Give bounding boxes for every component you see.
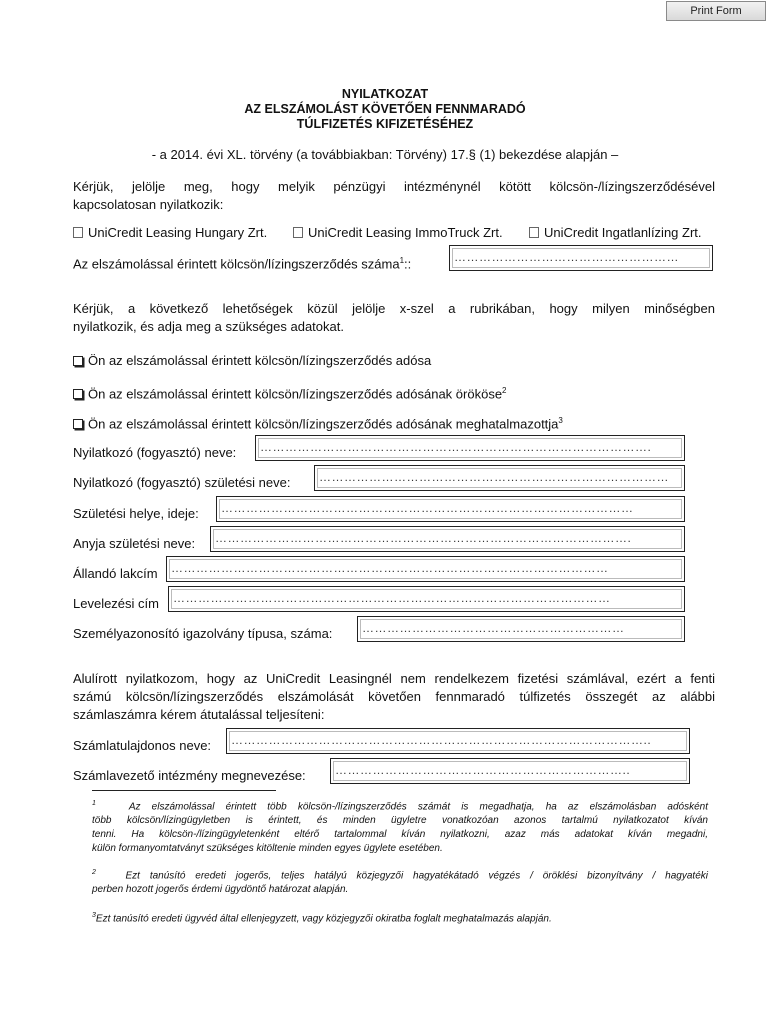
id-card-label: Személyazonosító igazolvány típusa, száma:	[73, 626, 333, 641]
footnote-divider	[92, 790, 276, 791]
checkbox-icon	[529, 227, 539, 238]
id-card-field[interactable]: ………………………………………………………	[357, 616, 685, 642]
instruction-line2: nyilatkozik, és adja meg a szükséges adatokat.	[73, 319, 344, 334]
role-option-proxy[interactable]	[73, 412, 563, 433]
birth-name-field[interactable]: …………………………………………………………………………	[314, 465, 685, 491]
account-owner-label: Számlatulajdonos neve:	[73, 738, 212, 753]
checkbox-icon	[73, 227, 83, 238]
footnote-1: $^1$ Az elszámolással érintett több kölcsön-/lízingszerződés számát is megadhatja, ha az elszámolásban adósként több kölcsön/lízingügyletben is érintett, és minden ügyletre vonatkozóan azonos tartalmú nyilatkozatot kíván tenni. Ha kölcsön-/lízingügyletenként eltérő tartalommal kíván nyilatkozni, azaz más adatokat kíván megadni, külön formanyomtatványt szükséges kitöltenie minden egyes ügylete esetében.	[92, 800, 708, 855]
role-label: Ön az elszámolással érintett kölcsön/lízingszerződés adósának meghatalmazottja	[88, 416, 559, 432]
footnote-ref: 2	[502, 386, 507, 395]
statement-line1: Alulírott nyilatkozom, hogy az UniCredit Leasingnél nem rendelkezem fizetési számlával, ezért a fenti	[73, 671, 715, 686]
birthplace-field[interactable]: ………………………………………………………………………………………	[216, 496, 685, 522]
bank-name-field[interactable]: ……………………………………………………………..	[330, 758, 690, 784]
instruction-line1: Kérjük, a következő lehetőségek közül jelölje x-szel a rubrikában, hogy milyen minőségben	[73, 301, 715, 316]
mail-address-label: Levelezési cím	[73, 596, 159, 611]
role-option-debtor[interactable]	[73, 352, 431, 370]
checkbox-icon	[73, 389, 83, 399]
document-title-line1: NYILATKOZAT	[341, 87, 429, 101]
role-option-heir[interactable]	[73, 382, 507, 403]
account-owner-field[interactable]: ………………………………………………………………………………………..	[226, 728, 690, 754]
intro-line2: kapcsolatosan nyilatkozik:	[73, 197, 224, 212]
role-label: Ön az elszámolással érintett kölcsön/lízingszerződés adósának örököse	[88, 386, 503, 402]
document-subtitle: - a 2014. évi XL. törvény (a továbbiakban: Törvény) 17.§ (1) bekezdése alapján –	[151, 147, 619, 162]
contract-number-field[interactable]: ………………………………………………	[449, 245, 713, 271]
bank-name-label: Számlavezető intézmény megnevezése:	[73, 768, 306, 783]
mother-name-field[interactable]: ……………………………………………………………………………………….	[210, 526, 685, 552]
institution-label: UniCredit Leasing ImmoTruck Zrt.	[308, 225, 503, 240]
mother-name-label: Anyja születési neve:	[73, 536, 196, 551]
address-field[interactable]: ……………………………………………………………………………………………	[166, 556, 685, 582]
intro-line1: Kérjük, jelölje meg, hogy melyik pénzügyi intézménynél kötött kölcsön-/lízingszerződésével	[73, 179, 715, 194]
name-field[interactable]: ………………………………………………………………………………….	[255, 435, 685, 461]
birth-name-label: Nyilatkozó (fogyasztó) születési neve:	[73, 475, 291, 490]
institution-label: UniCredit Leasing Hungary Zrt.	[88, 225, 268, 240]
statement-line3: számlaszámra kérem átutalással teljesíteni:	[73, 707, 325, 722]
address-label: Állandó lakcím	[73, 566, 158, 581]
birthplace-label: Születési helye, ideje:	[73, 506, 199, 521]
footnote-2: $^2$ Ezt tanúsító eredeti jogerős, teljes hatályú közjegyzői hagyatékátadó végzés / öröklési bizonyítvány / hagyatéki perben hozott jogerős érdemi ügydöntő határozat alapján.	[92, 869, 708, 896]
document-title-line2: AZ ELSZÁMOLÁST KÖVETŐEN FENNMARADÓ	[244, 102, 526, 116]
checkbox-icon	[73, 356, 83, 366]
institution-option-ingatlanlizing[interactable]	[529, 224, 702, 242]
statement-line2: számú kölcsön/lízingszerződés elszámolását követően fennmaradó túlfizetés összegét az alábbi	[73, 689, 715, 704]
footnote-ref: 3	[558, 416, 563, 425]
institution-label: UniCredit Ingatlanlízing Zrt.	[544, 225, 702, 240]
institution-option-hungary[interactable]	[73, 224, 267, 242]
institution-option-immotruck[interactable]	[293, 224, 503, 242]
mail-address-field[interactable]: ……………………………………………………………………………………………	[168, 586, 685, 612]
contract-number-label: Az elszámolással érintett kölcsön/lízingszerződés száma$^1$::	[73, 256, 412, 272]
role-label: Ön az elszámolással érintett kölcsön/lízingszerződés adósa	[88, 353, 432, 368]
name-label: Nyilatkozó (fogyasztó) neve:	[73, 445, 237, 460]
footnote-3: $^3$Ezt tanúsító eredeti ügyvéd által ellenjegyzett, vagy közjegyzői okiratba foglalt meghatalmazás alapján.	[92, 912, 552, 925]
print-form-button[interactable]: Print Form	[666, 1, 766, 21]
document-title-line3: TÚLFIZETÉS KIFIZETÉSÉHEZ	[296, 117, 474, 131]
checkbox-icon	[293, 227, 303, 238]
checkbox-icon	[73, 419, 83, 429]
